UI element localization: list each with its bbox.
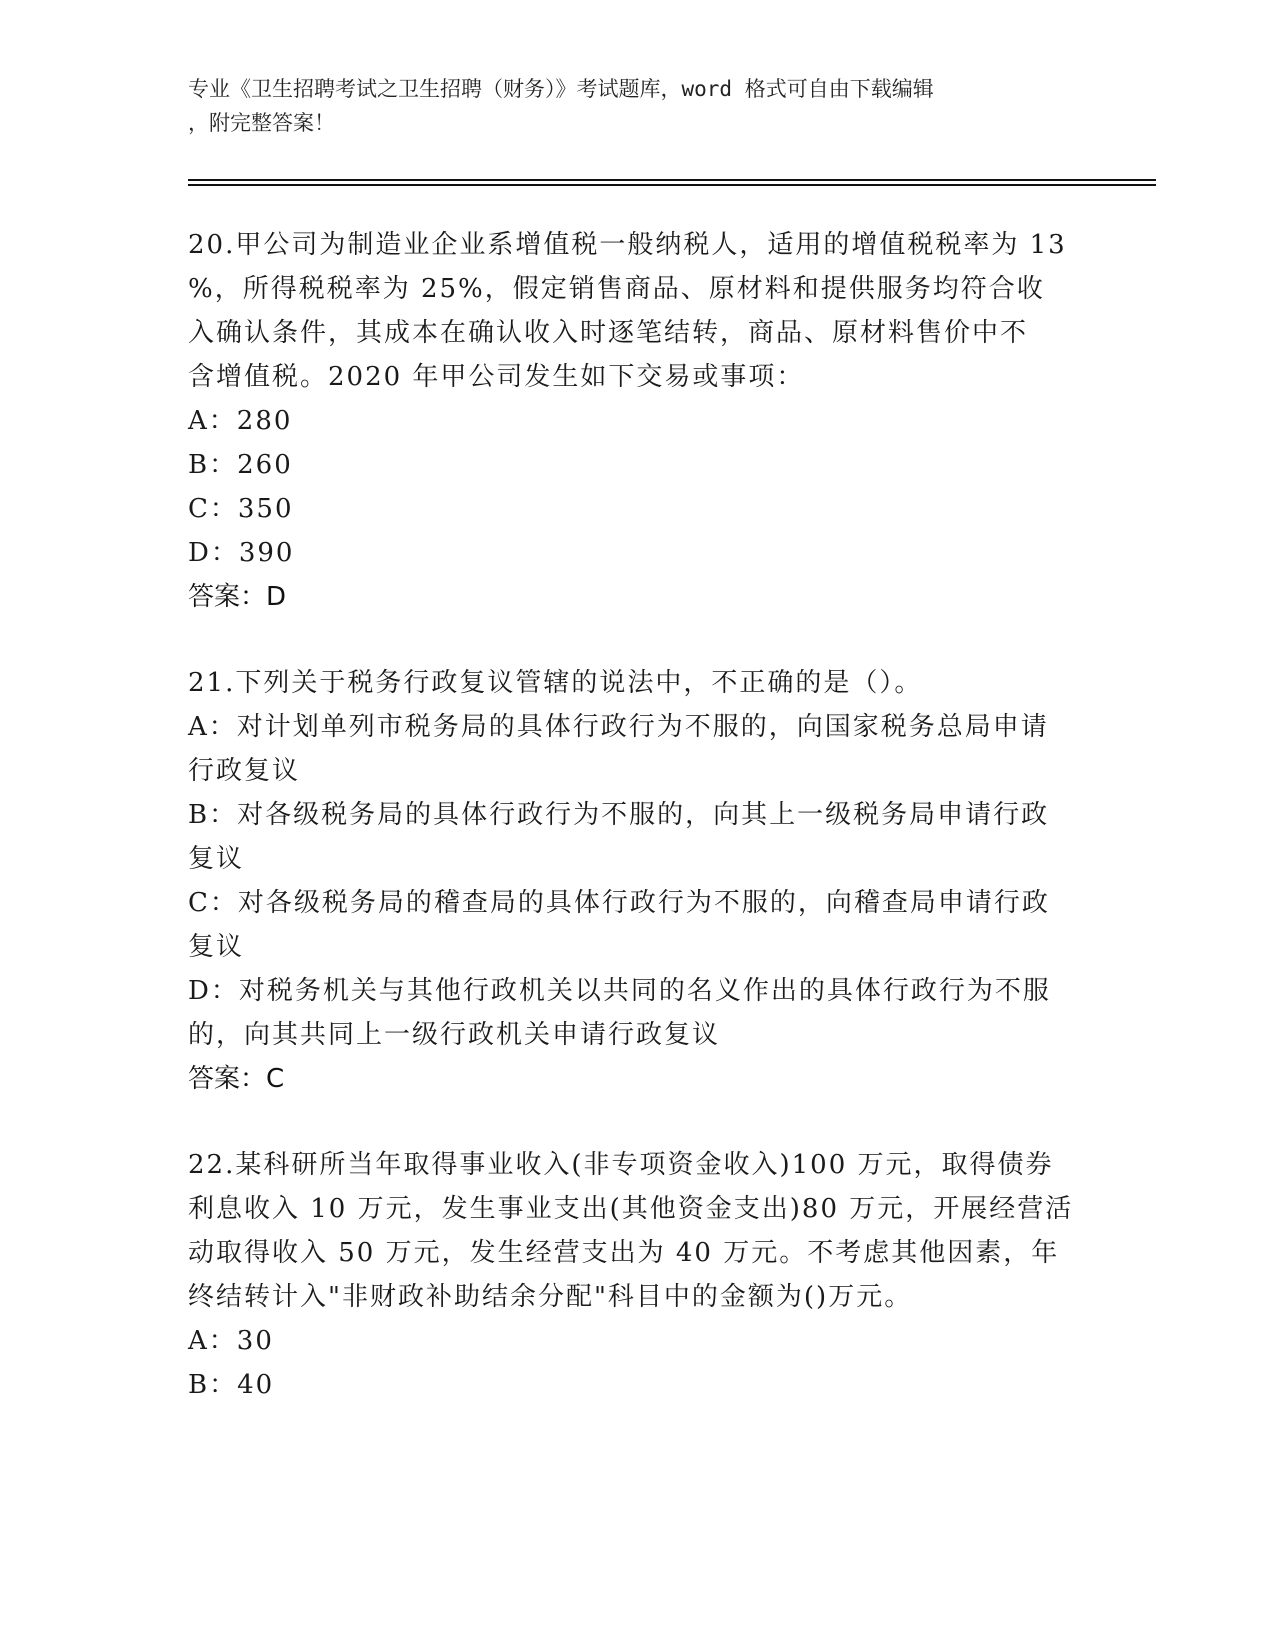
header-line-1: 专业《卫生招聘考试之卫生招聘（财务）》考试题库，word 格式可自由下载编辑 xyxy=(188,77,934,101)
q22-stem-line-4: 终结转计入"非财政补助结余分配"科目中的金额为()万元。 xyxy=(188,1282,913,1312)
q22-stem-line-1: 22.某科研所当年取得事业收入(非专项资金收入)100 万元，取得债券 xyxy=(188,1150,1054,1180)
q20-stem-line-2: %，所得税税率为 25%，假定销售商品、原材料和提供服务均符合收 xyxy=(188,274,1045,304)
q22-stem-line-3: 动取得收入 50 万元，发生经营支出为 40 万元。不考虑其他因素，年 xyxy=(188,1238,1060,1268)
q20-option-c: C：350 xyxy=(188,494,294,524)
header-divider-top xyxy=(188,179,1156,181)
document-header xyxy=(188,72,1088,140)
q21-option-a-line-1: A：对计划单列市税务局的具体行政行为不服的，向国家税务总局申请 xyxy=(188,712,1049,742)
q20-option-d: D：390 xyxy=(188,538,295,568)
q20-stem-line-4: 含增值税。2020 年甲公司发生如下交易或事项： xyxy=(188,362,805,392)
q21-option-a-line-2: 行政复议 xyxy=(188,756,301,786)
q20-answer: 答案：D xyxy=(188,582,287,612)
q20-option-a: A：280 xyxy=(188,406,293,436)
q21-option-b-line-1: B：对各级税务局的具体行政行为不服的，向其上一级税务局申请行政 xyxy=(188,800,1050,830)
q21-option-d-line-2: 的，向其共同上一级行政机关申请行政复议 xyxy=(188,1020,721,1050)
q21-stem-line-1: 21.下列关于税务行政复议管辖的说法中，不正确的是（）。 xyxy=(188,668,923,698)
q22-option-b: B：40 xyxy=(188,1370,275,1400)
q20-stem-line-1: 20.甲公司为制造业企业系增值税一般纳税人，适用的增值税税率为 13 xyxy=(188,230,1067,260)
q21-option-c-line-1: C：对各级税务局的稽查局的具体行政行为不服的，向稽查局申请行政 xyxy=(188,888,1050,918)
q21-option-d-line-1: D：对税务机关与其他行政机关以共同的名义作出的具体行政行为不服 xyxy=(188,976,1051,1006)
header-divider-bottom xyxy=(188,184,1156,186)
q22-stem-line-2: 利息收入 10 万元，发生事业支出(其他资金支出)80 万元，开展经营活 xyxy=(188,1194,1074,1224)
header-line-2: ，附完整答案！ xyxy=(188,111,335,135)
q22-option-a: A：30 xyxy=(188,1326,274,1356)
q20-stem-line-3: 入确认条件，其成本在确认收入时逐笔结转，商品、原材料售价中不 xyxy=(188,318,1029,348)
q21-answer: 答案：C xyxy=(188,1064,285,1094)
q20-option-b: B：260 xyxy=(188,450,293,480)
q21-option-c-line-2: 复议 xyxy=(188,932,245,962)
q21-option-b-line-2: 复议 xyxy=(188,844,245,874)
